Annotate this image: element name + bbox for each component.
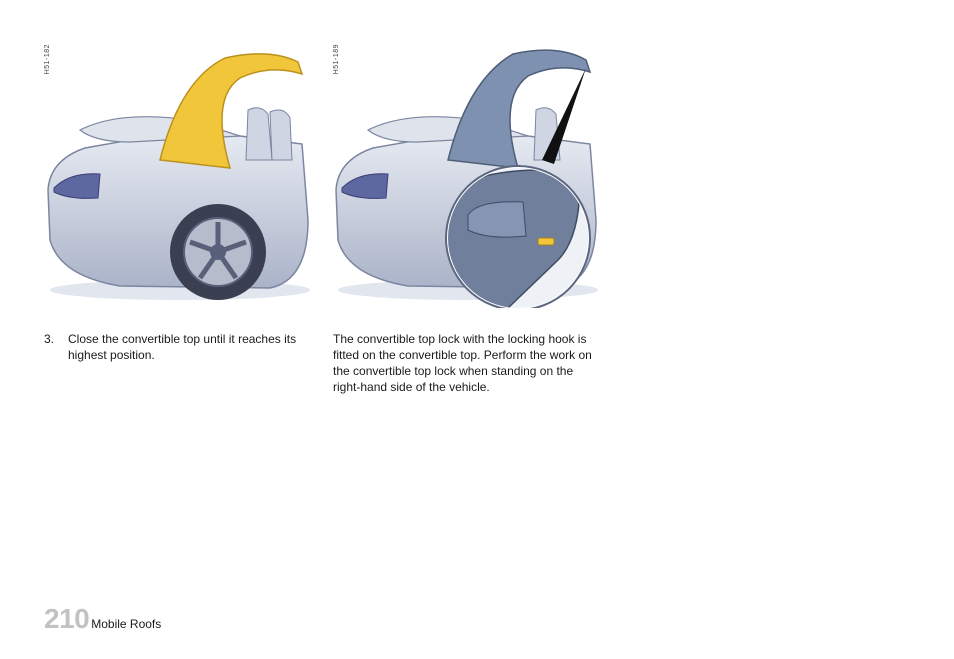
step-text: Close the convertible top until it reaches its highest position. [68,332,297,362]
page-number: 210 [44,603,90,634]
figure-code: H51-189 [333,44,340,75]
step-number: 3. [44,332,55,346]
page-footer [44,603,161,637]
convertible-top-raised-illustration [40,40,310,308]
figure-code: H51-182 [44,44,51,75]
section-title: Mobile Roofs [91,617,162,631]
lock-note-paragraph: The convertible top lock with the locking hook is fitted on the convertible top. Perform the work on the convertible top lock when standing on the right-hand side of the vehicle. [333,332,592,394]
convertible-top-lock-illustration [328,40,598,308]
